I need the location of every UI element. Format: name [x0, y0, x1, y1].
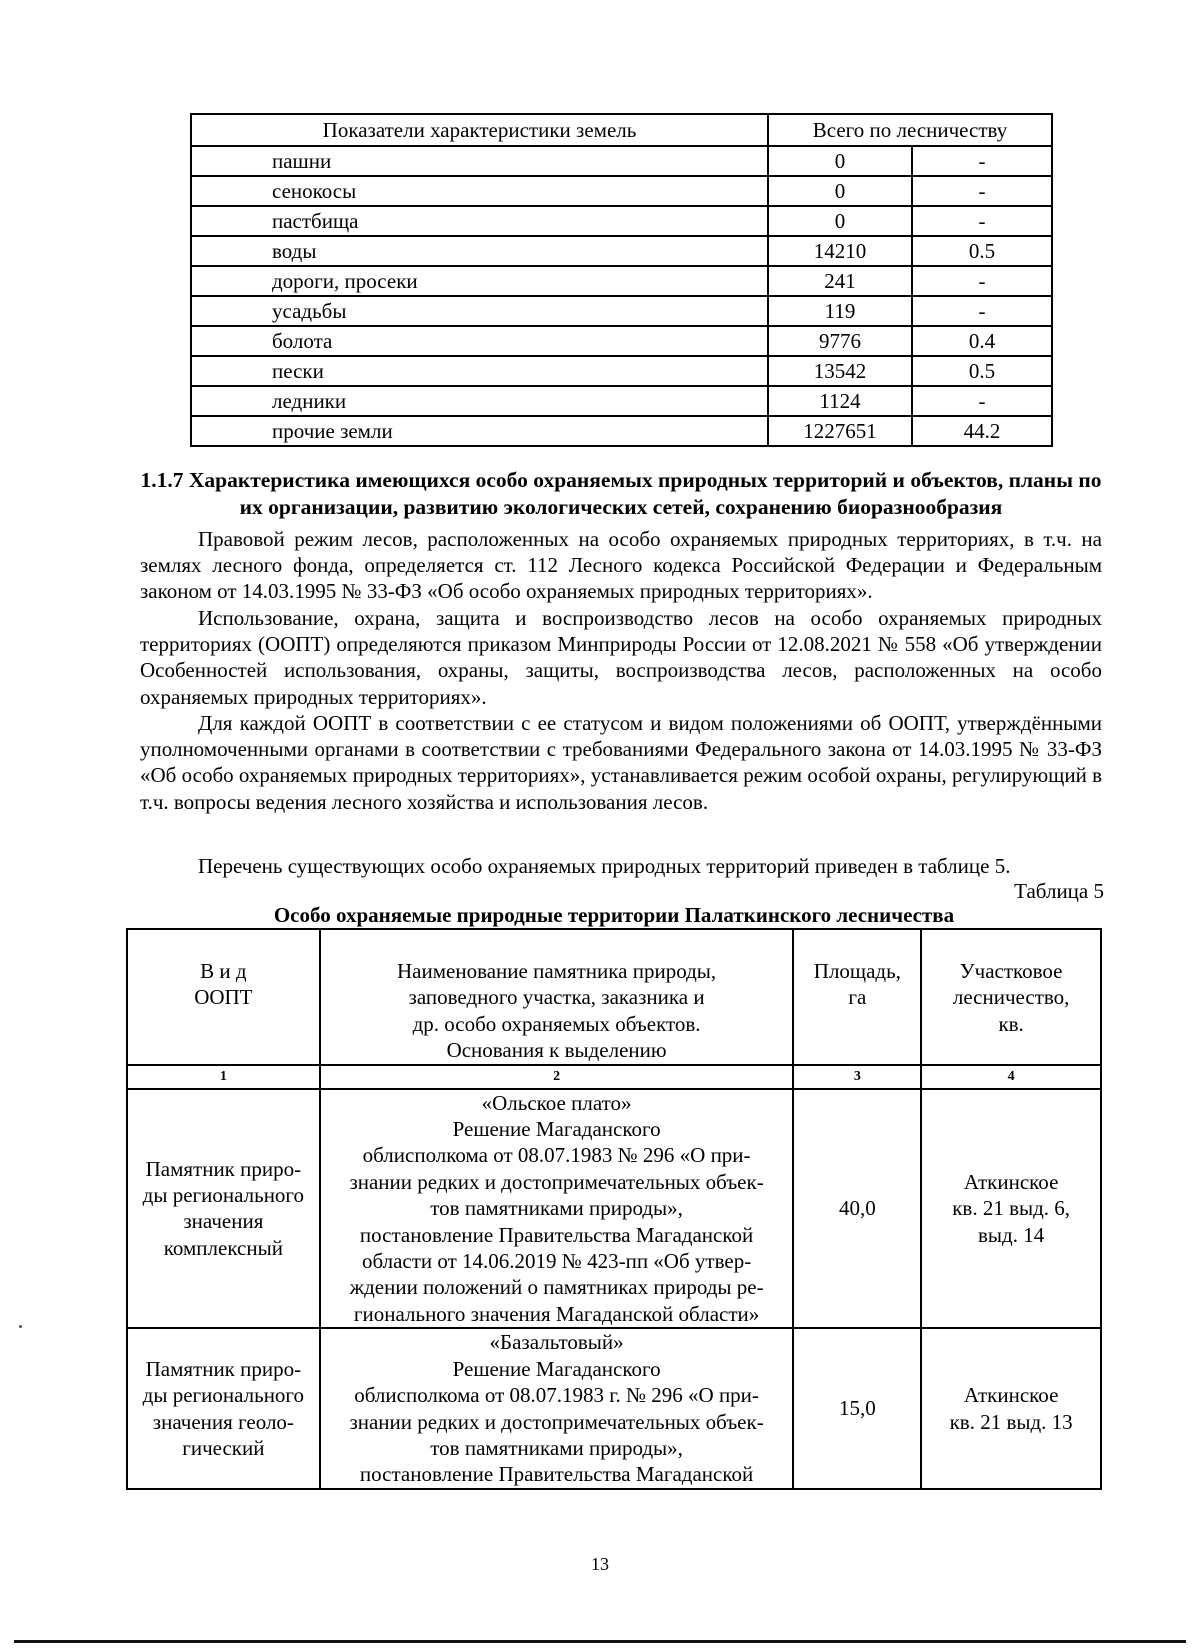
- name-line: облисполкома от 08.07.1983 № 296 «О при-: [362, 1143, 751, 1168]
- protected-area-size: 40,0: [793, 1089, 921, 1329]
- protected-area-type: [127, 1328, 320, 1488]
- total-column-header: Всего по лесничеству: [768, 114, 1052, 146]
- protected-area-size: 15,0: [793, 1328, 921, 1488]
- land-indicator-name: сенокосы: [191, 176, 768, 206]
- land-table-row: [191, 386, 1052, 416]
- protected-areas-table-body: [127, 929, 1101, 1489]
- forestry-line: Аткинское: [963, 1169, 1059, 1194]
- land-table-row: [191, 236, 1052, 266]
- protected-area-type: [127, 1089, 320, 1329]
- type-line: Памятник приро-: [145, 1156, 302, 1181]
- land-area-value: 1227651: [768, 416, 912, 446]
- paragraph-usage-protection: Использование, охрана, защита и воспроизводство лесов на особо охраняемых природных территориях (ООПТ) определяются приказом Минприроды России от 12.08.2021 № 558 «Об утверждении Особенностей использования, охраны, защиты, воспроизводства лесов, расположенных на особо охраняемых природных территориях».: [140, 606, 1102, 709]
- land-percent-value: 0.4: [912, 326, 1052, 356]
- header-line: га: [848, 985, 867, 1010]
- type-line: гический: [182, 1435, 265, 1460]
- bottom-rule: [14, 1640, 1186, 1643]
- land-area-value: 13542: [768, 356, 912, 386]
- type-column-header: [127, 929, 320, 1065]
- land-percent-value: -: [912, 386, 1052, 416]
- land-indicator-name: пастбища: [191, 206, 768, 236]
- header-line: Наименование памятника природы,: [397, 959, 717, 983]
- protected-area-name: [320, 1328, 794, 1488]
- name-line: «Базальтовый»: [489, 1330, 624, 1355]
- name-line: «Ольское плато»: [481, 1090, 632, 1115]
- land-percent-value: -: [912, 146, 1052, 176]
- scan-artifact: [19, 1325, 22, 1328]
- land-area-value: 0: [768, 176, 912, 206]
- name-line: постановление Правительства Магаданской: [359, 1222, 754, 1247]
- land-indicator-name: воды: [191, 236, 768, 266]
- land-percent-value: -: [912, 176, 1052, 206]
- land-table-row: [191, 296, 1052, 326]
- land-indicator-name: ледники: [191, 386, 768, 416]
- forestry-line: кв. 21 выд. 13: [949, 1409, 1073, 1434]
- indicator-column-header: Показатели характеристики земель: [191, 114, 768, 146]
- land-table-row: [191, 176, 1052, 206]
- type-line: ды регионального: [142, 1383, 305, 1408]
- protected-area-forestry: [921, 1328, 1101, 1488]
- page-number: 13: [591, 1554, 609, 1574]
- protected-areas-table: [126, 928, 1102, 1490]
- name-line: гионального значения Магаданской области»: [353, 1301, 760, 1326]
- column-number: 1: [127, 1065, 320, 1089]
- name-line: Решение Магаданского: [452, 1356, 661, 1381]
- type-line: значения: [183, 1209, 264, 1234]
- protected-area-row: [127, 1089, 1101, 1329]
- type-line: Памятник приро-: [145, 1356, 302, 1381]
- header-line: ООПТ: [194, 985, 253, 1010]
- name-line: области от 14.06.2019 № 423-пп «Об утвер-: [361, 1249, 752, 1274]
- protected-area-name: [320, 1089, 794, 1329]
- type-line: значения геоло-: [152, 1409, 294, 1434]
- forestry-column-header: [921, 929, 1101, 1065]
- header-line: др. особо охраняемых объектов.: [412, 1011, 701, 1036]
- header-line: кв.: [998, 1011, 1024, 1036]
- land-area-value: 1124: [768, 386, 912, 416]
- land-indicator-name: болота: [191, 326, 768, 356]
- name-line: знании редких и достопримечательных объек-: [349, 1409, 764, 1434]
- name-line: ждении положений о памятниках природы ре-: [349, 1275, 764, 1300]
- land-table-row: [191, 326, 1052, 356]
- land-table-body: [191, 114, 1052, 446]
- land-area-value: 9776: [768, 326, 912, 356]
- header-line: Площадь,: [813, 959, 901, 983]
- column-number-row: [127, 1065, 1101, 1089]
- land-table-row: [191, 206, 1052, 236]
- land-percent-value: -: [912, 266, 1052, 296]
- forestry-line: выд. 14: [978, 1222, 1045, 1247]
- header-line: заповедного участка, заказника и: [408, 985, 705, 1010]
- table-title: Особо охраняемые природные территории Палаткинского лесничества: [273, 903, 955, 927]
- land-table-row: [191, 146, 1052, 176]
- header-line: лесничество,: [952, 985, 1070, 1010]
- area-column-header: [793, 929, 921, 1065]
- land-indicator-name: дороги, просеки: [191, 266, 768, 296]
- protected-area-row: [127, 1328, 1101, 1488]
- land-table-row: [191, 266, 1052, 296]
- land-indicator-name: усадьбы: [191, 296, 768, 326]
- land-table-row: [191, 356, 1052, 386]
- header-line: Основания к выделению: [446, 1038, 667, 1063]
- protected-area-forestry: [921, 1089, 1101, 1329]
- type-line: комплексный: [163, 1235, 283, 1260]
- land-table-row: [191, 416, 1052, 446]
- land-area-value: 0: [768, 146, 912, 176]
- paragraph-legal-regime: Правовой режим лесов, расположенных на особо охраняемых природных территориях, в т.ч. на землях лесного фонда, определяется ст. 112 Лесного кодекса Российской Федерации и Федеральным законом от 14.03.1995 № 33-ФЗ «Об особо охраняемых природных территориях».: [140, 527, 1102, 604]
- name-line: тов памятниками природы»,: [430, 1196, 683, 1221]
- column-number: 4: [921, 1065, 1101, 1089]
- header-line: Участковое: [959, 959, 1063, 983]
- name-line: тов памятниками природы»,: [430, 1435, 683, 1460]
- land-indicator-name: пашни: [191, 146, 768, 176]
- name-line: знании редких и достопримечательных объек-: [349, 1169, 764, 1194]
- land-area-value: 119: [768, 296, 912, 326]
- type-line: ды регионального: [142, 1183, 305, 1208]
- land-table-header-row: [191, 114, 1052, 146]
- land-area-value: 14210: [768, 236, 912, 266]
- section-heading: 1.1.7 Характеристика имеющихся особо охраняемых природных территорий и объектов, планы по их организации, развитию экологических сетей, сохранению биоразнообразия: [140, 468, 1102, 519]
- name-line: постановление Правительства Магаданской: [359, 1462, 754, 1487]
- land-percent-value: -: [912, 296, 1052, 326]
- land-percent-value: -: [912, 206, 1052, 236]
- land-percent-value: 0.5: [912, 356, 1052, 386]
- land-area-value: 241: [768, 266, 912, 296]
- column-number: 3: [793, 1065, 921, 1089]
- column-number: 2: [320, 1065, 794, 1089]
- name-line: Решение Магаданского: [452, 1117, 661, 1142]
- forestry-line: Аткинское: [963, 1383, 1059, 1408]
- land-percent-value: 44.2: [912, 416, 1052, 446]
- paragraph-list-reference: Перечень существующих особо охраняемых природных территорий приведен в таблице 5.: [198, 854, 1011, 878]
- table-label: Таблица 5: [1014, 879, 1104, 903]
- land-percent-value: 0.5: [912, 236, 1052, 266]
- header-line: В и д: [200, 959, 247, 983]
- land-indicator-name: прочие земли: [191, 416, 768, 446]
- paragraph-protection-regime: Для каждой ООПТ в соответствии с ее статусом и видом положениями об ООПТ, утверждёнными уполномоченными органами в соответствии с требованиями Федерального закона от 14.03.1995 № 33-ФЗ «Об особо охраняемых природных территориях», устанавливается режим особой охраны, регулирующий в т.ч. вопросы ведения лесного хозяйства и использования лесов.: [140, 711, 1102, 814]
- land-indicator-name: пески: [191, 356, 768, 386]
- name-column-header: [320, 929, 794, 1065]
- land-indicators-table: [190, 113, 1053, 447]
- forestry-line: кв. 21 выд. 6,: [952, 1196, 1071, 1221]
- name-line: облисполкома от 08.07.1983 г. № 296 «О при-: [354, 1383, 759, 1408]
- table5-header-row: [127, 929, 1101, 1065]
- land-area-value: 0: [768, 206, 912, 236]
